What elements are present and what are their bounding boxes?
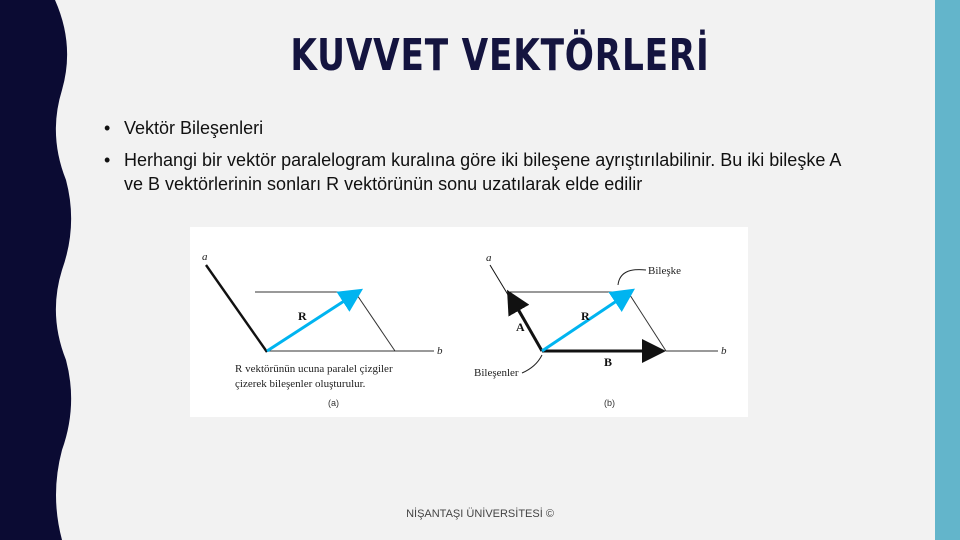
label-a: a	[202, 251, 208, 263]
caption-line-1: R vektörünün ucuna paralel çizgiler	[235, 363, 393, 375]
bullet-text: Vektör Bileşenleri	[124, 118, 264, 138]
components-pointer	[522, 355, 542, 373]
label-b-b: b	[721, 345, 727, 357]
resultant-arrow-a	[267, 292, 358, 351]
resultant-pointer	[618, 270, 646, 285]
label-a-b: a	[486, 252, 492, 264]
panel-b-label: (b)	[604, 398, 615, 408]
label-components: Bileşenler	[474, 367, 519, 379]
footer-text: NİŞANTAŞI ÜNİVERSİTESİ ©	[406, 508, 554, 520]
left-decorative-band	[0, 0, 80, 540]
parallelogram-diagram	[190, 227, 748, 417]
parallelogram-figure	[190, 227, 748, 417]
panel-b	[474, 252, 727, 408]
line-a	[206, 265, 267, 352]
bullet-dot: •	[104, 118, 111, 138]
bullet-item	[104, 116, 844, 140]
label-resultant: Bileşke	[648, 265, 681, 277]
bullet-item	[104, 148, 844, 196]
bullet-dot: •	[104, 150, 111, 170]
label-R-b: R	[581, 309, 590, 323]
label-B: B	[604, 355, 613, 369]
bullet-text: Herhangi bir vektör paralelogram kuralına göre iki bileşene ayrıştırılabilinir. Bu iki bileşke A ve B vektörlerinin sonları R vektörünün sonu uzatılarak elde edilir	[124, 150, 841, 194]
label-A: A	[516, 320, 525, 334]
panel-a-label: (a)	[328, 398, 339, 408]
panel-a	[202, 251, 443, 408]
label-R: R	[298, 309, 307, 323]
parallelogram-right-b	[628, 292, 666, 351]
component-arrow-A	[510, 295, 542, 351]
label-b: b	[437, 345, 443, 357]
caption-line-2: çizerek bileşenler oluşturulur.	[235, 378, 366, 390]
bullet-list	[104, 116, 844, 204]
slide-title: KUVVET VEKTÖRLERİ	[290, 30, 710, 81]
right-decorative-band	[935, 0, 960, 540]
parallelogram-right	[355, 292, 395, 351]
